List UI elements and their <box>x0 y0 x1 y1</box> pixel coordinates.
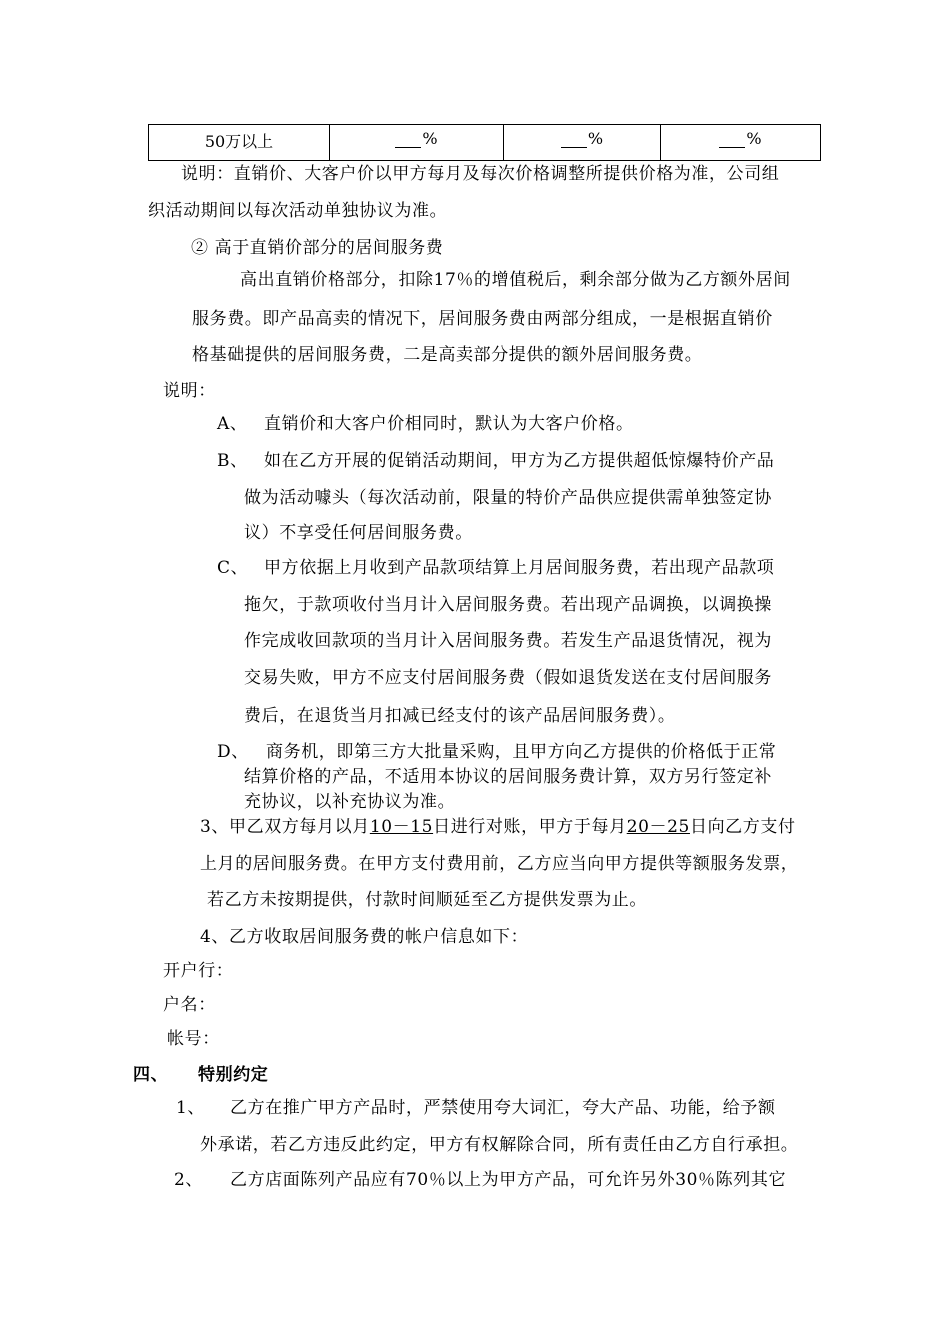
note-label: 说明： <box>163 381 216 401</box>
blank-field <box>561 131 587 148</box>
clause-3-line: 若乙方未按期提供，付款时间顺延至乙方提供发票为止。 <box>207 890 647 910</box>
list-marker: B、 <box>217 451 248 471</box>
list-item: 交易失败，甲方不应支付居间服务费（假如退货发送在支付居间服务 <box>244 668 772 688</box>
list-item: 如在乙方开展的促销活动期间，甲方为乙方提供超低惊爆特价产品 <box>264 451 775 471</box>
list-marker: A、 <box>217 414 248 434</box>
bank-label: 开户行： <box>163 961 234 981</box>
list-marker: 2、 <box>174 1170 204 1190</box>
table-cell-rate: % <box>661 125 821 161</box>
note-line: 织活动期间以每次活动单独协议为准。 <box>148 201 448 221</box>
list-item: 商务机，即第三方大批量采购，且甲方向乙方提供的价格低于正常 <box>266 742 777 762</box>
reconcile-date-range: 10－15 <box>369 817 434 837</box>
section-number: 四、 <box>133 1065 169 1085</box>
list-item: 议）不享受任何居间服务费。 <box>244 523 473 543</box>
list-item: 结算价格的产品，不适用本协议的居间服务费计算，双方另行签定补 <box>244 767 772 787</box>
list-marker: D、 <box>217 742 249 762</box>
commission-rate-table <box>148 124 821 161</box>
blank-field <box>719 131 745 148</box>
account-name-label: 户名： <box>163 995 216 1015</box>
table-cell-rate: % <box>504 125 661 161</box>
list-marker: C、 <box>217 558 249 578</box>
clause-3-line: 上月的居间服务费。在甲方支付费用前，乙方应当向甲方提供等额服务发票， <box>200 854 799 874</box>
payment-date-range: 20－25 <box>626 817 690 837</box>
list-item: 乙方店面陈列产品应有70％以上为甲方产品，可允许另外30％陈列其它 <box>230 1170 787 1190</box>
list-item: 作完成收回款项的当月计入居间服务费。若发生产品退货情况，视为 <box>244 631 772 651</box>
paragraph-line: 高出直销价格部分，扣除17％的增值税后，剩余部分做为乙方额外居间 <box>240 270 791 290</box>
account-number-label: 帐号： <box>167 1029 220 1049</box>
subsection-heading: ② 高于直销价部分的居间服务费 <box>191 238 444 258</box>
list-item: 拖欠，于款项收付当月计入居间服务费。若出现产品调换，以调换操 <box>244 595 772 615</box>
list-item: 直销价和大客户价相同时，默认为大客户价格。 <box>264 414 634 434</box>
paragraph-line: 服务费。即产品高卖的情况下，居间服务费由两部分组成，一是根据直销价 <box>192 309 773 329</box>
table-cell-tier: 50万以上 <box>149 125 330 161</box>
list-item: 甲方依据上月收到产品款项结算上月居间服务费，若出现产品款项 <box>264 558 775 578</box>
blank-field <box>395 131 421 148</box>
table-cell-rate: % <box>330 125 504 161</box>
clause-3: 3、甲乙双方每月以月10－15日进行对账，甲方于每月20－25日向乙方支付 <box>200 817 796 837</box>
list-item: 乙方在推广甲方产品时，严禁使用夸大词汇，夸大产品、功能，给予额 <box>230 1098 776 1118</box>
note-line: 说明：直销价、大客户价以甲方每月及每次价格调整所提供价格为准，公司组 <box>181 164 780 184</box>
list-item: 做为活动噱头（每次活动前，限量的特价产品供应提供需单独签定协 <box>244 488 772 508</box>
section-title: 特别约定 <box>198 1065 269 1085</box>
paragraph-line: 格基础提供的居间服务费，二是高卖部分提供的额外居间服务费。 <box>192 345 703 365</box>
clause-4: 4、乙方收取居间服务费的帐户信息如下： <box>200 927 529 947</box>
list-item: 充协议，以补充协议为准。 <box>244 792 456 812</box>
table-row <box>149 125 821 161</box>
list-item: 费后，在退货当月扣减已经支付的该产品居间服务费）。 <box>244 706 676 726</box>
list-item: 外承诺，若乙方违反此约定，甲方有权解除合同，所有责任由乙方自行承担。 <box>200 1135 799 1155</box>
list-marker: 1、 <box>176 1098 206 1118</box>
